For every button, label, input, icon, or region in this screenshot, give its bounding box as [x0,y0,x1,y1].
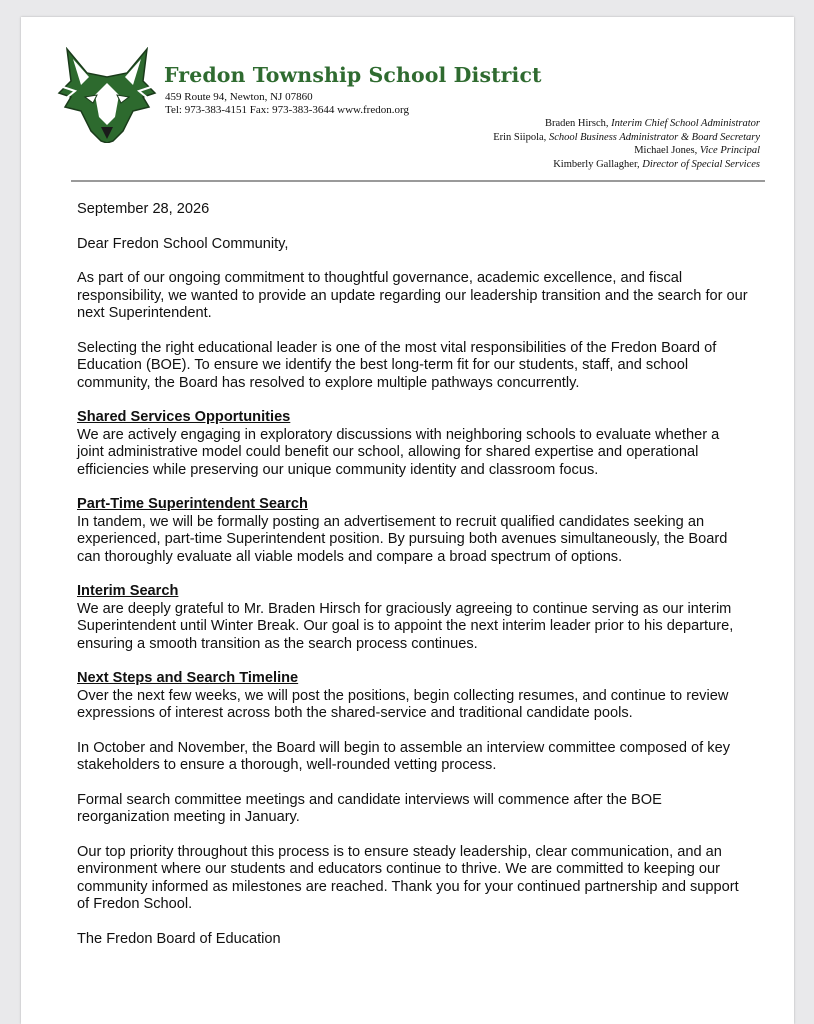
paragraph-priority: Our top priority throughout this process is to ensure steady leadership, clear communication, and an environment where our students and educators continue to thrive. We are committed to keeping our community informed as milestones are reached. Thank you for your continued partnership and support of Fredon School. [77,843,739,912]
staff-name: Kimberly Gallagher, [553,158,643,170]
staff-name: Braden Hirsch, [544,118,612,129]
intro-paragraph-2: Selecting the right educational leader is one of the most vital responsibilities of the Fredon Board of Education (BOE). To ensure we identify the best long-term fit for our students, staff, and school community, the Board has resolved to explore multiple pathways concurrently. [77,339,717,391]
staff-name: Michael Jones, [634,145,700,156]
section-shared-services [77,409,749,479]
staff-line [493,117,760,131]
section-heading: Next Steps and Search Timeline [77,670,299,686]
section-heading: Interim Search [77,583,179,599]
staff-list [493,117,760,171]
section-text: We are actively engaging in exploratory discussions with neighboring schools to evaluate whether a joint administrative model could benefit our school, allowing for shared expertise and operational efficiencies while preserving our unique community identity and classroom focus. [77,426,720,478]
section-text: In tandem, we will be formally posting an advertisement to recruit qualified candidates seeking an experienced, part-time Superintendent position. By pursuing both avenues simultaneously, the Board can thoroughly evaluate all viable models and compare a broad spectrum of options. [77,513,728,565]
letter-signature: The Fredon Board of Education [77,930,281,947]
staff-line [493,158,760,172]
letter-page [21,17,794,1024]
letterhead-divider [71,180,765,182]
section-text: We are deeply grateful to Mr. Braden Hirsch for graciously agreeing to continue serving as our interim Superintendent until Winter Break. Our goal is to appoint the next interim leader prior to his departure, ensuring a smooth transition as the search process continues. [77,600,734,652]
district-name: Fredon Township School District [164,63,542,87]
staff-role: School Business Administrator & Board Secretary [548,131,760,143]
district-address-block [165,91,409,117]
section-part-time-search [77,496,749,566]
section-heading: Shared Services Opportunities [77,409,291,425]
letter-body [77,201,749,965]
section-interim-search [77,583,749,653]
letter-date: September 28, 2026 [77,201,210,217]
letter-salutation: Dear Fredon School Community, [77,235,289,252]
paragraph-oct-nov: In October and November, the Board will begin to assemble an interview committee composed of key stakeholders to ensure a thorough, well-rounded vetting process. [77,739,730,773]
paragraph-formal-search: Formal search committee meetings and candidate interviews will commence after the BOE reorganization meeting in January. [77,791,662,825]
staff-line [493,131,760,145]
fox-head-icon [57,47,157,143]
staff-line [493,144,760,158]
section-next-steps [77,670,749,723]
district-address: 459 Route 94, Newton, NJ 07860 [165,91,313,103]
section-text: Over the next few weeks, we will post the positions, begin collecting resumes, and continue to review expressions of interest across both the shared-service and traditional candidate pools. [77,687,729,721]
staff-role: Vice Principal [699,145,760,156]
staff-name: Erin Siipola, [493,131,549,143]
staff-role: Director of Special Services [642,158,760,170]
district-contact: Tel: 973-383-4151 Fax: 973-383-3644 www.fredon.org [165,104,409,116]
intro-paragraph-1: As part of our ongoing commitment to thoughtful governance, academic excellence, and fiscal responsibility, we wanted to provide an update regarding our leadership transition and the search for our next Superintendent. [77,270,748,321]
section-heading: Part-Time Superintendent Search [77,496,308,512]
staff-role: Interim Chief School Administrator [611,118,760,129]
